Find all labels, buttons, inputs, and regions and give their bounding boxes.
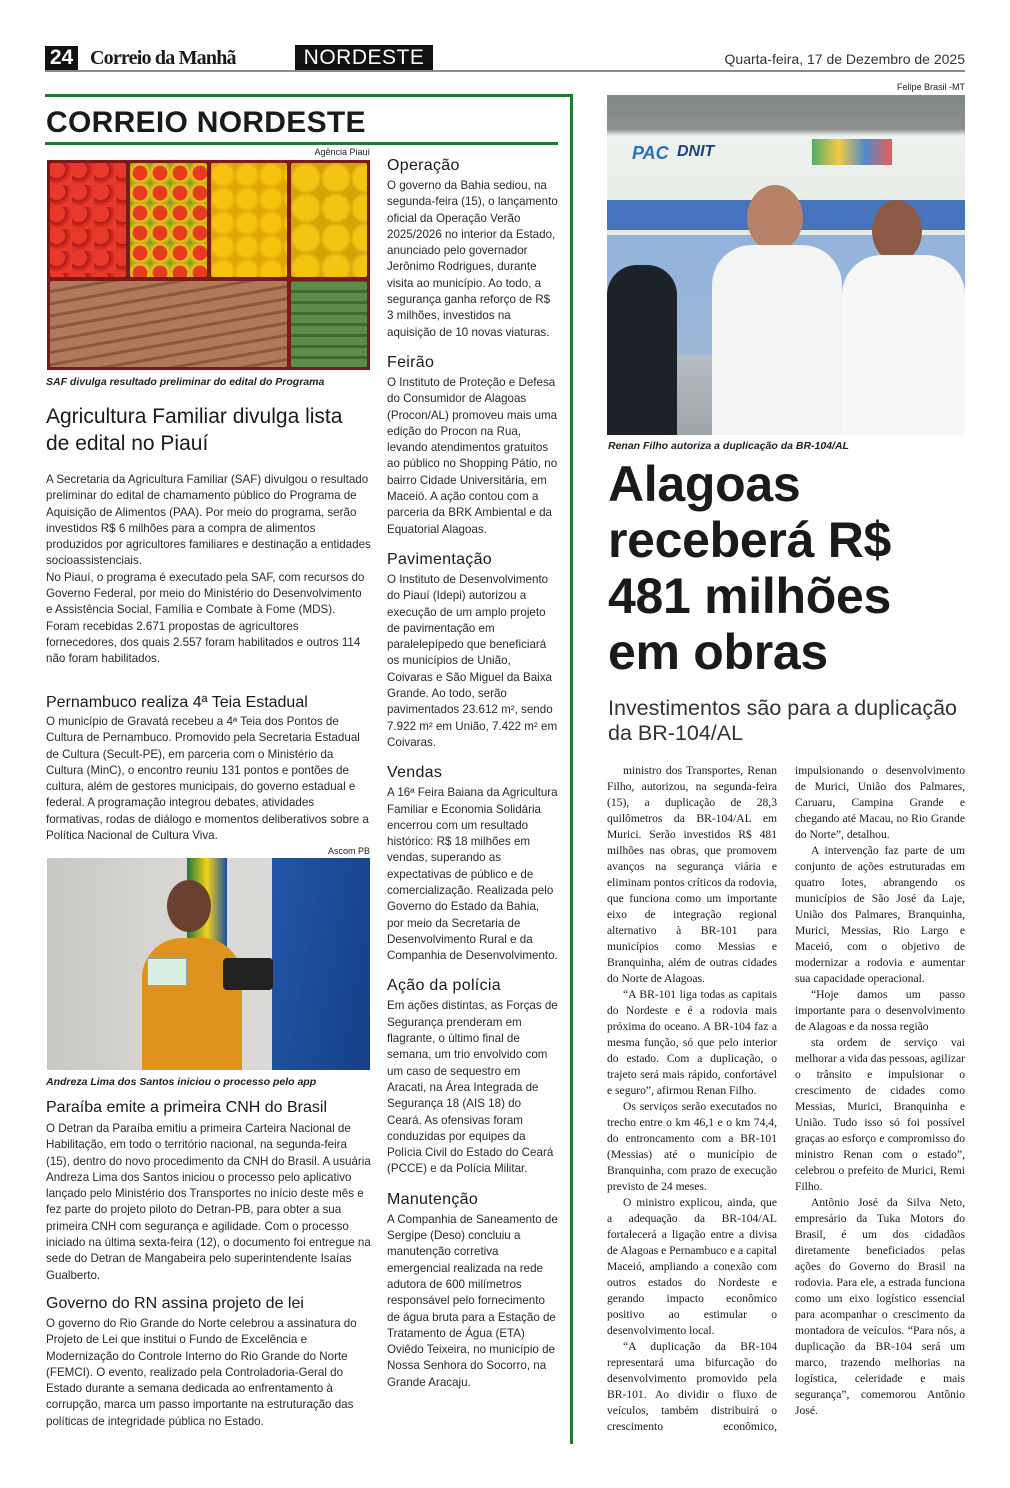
brief-column bbox=[387, 156, 559, 1403]
story-body bbox=[46, 472, 371, 668]
brief-pavimentacao bbox=[387, 550, 559, 751]
brief-body: A Companhia de Saneamento de Sergipe (Deso) concluiu a manutenção corretiva emergencial realizada na rede adutora de 600 milímetros responsável pelo fornecimento de água bruta para a Estação de Tratamento de Água (ETA) Oviêdo Teixeira, no município de Nossa Senhora do Socorro, na Grande Aracaju. bbox=[387, 1212, 558, 1389]
brief-vendas bbox=[387, 763, 559, 964]
person-right bbox=[842, 255, 965, 435]
paragraph: ministro dos Transportes, Renan Filho, autorizou, na segunda-feira (15), a duplicação de 28,3 quilômetros da BR-104/AL em Murici. Serão investidos R$ 481 milhões nas obras, que promovem avanços na segurança viária e eliminam pontos críticos da rodovia, que funciona como um importante eixo de integração regional alternativo à BR-101 para municípios como Messias e Branquinha, além de outras cidades do Norte de Alagoas. bbox=[607, 764, 777, 985]
headline-deck: Investimentos são para a duplicação da BR-104/AL bbox=[608, 696, 957, 745]
yams-crate bbox=[50, 281, 287, 367]
paragraph: Os serviços serão executados no trecho entre o km 46,1 e o km 74,4, do entroncamento com a BR-101 (Messias) até o município de Branquinha, com prazo de execução previsto de 24 meses. bbox=[607, 1100, 777, 1193]
story-body: O governo do Rio Grande do Norte celebrou a assinatura do Projeto de Lei que institui o Fundo de Excelência e Modernização do Controle Interno do Rio Grande do Norte (FEMCI). O evento, realizado pela Controladoria-Geral do Estado durante a semana dedicada ao enfrentamento à corrupção, marca um passo importante na estruturação das políticas de integridade pública no Estado. bbox=[46, 1317, 357, 1428]
person-center bbox=[712, 245, 842, 435]
brief-body: O Instituto de Desenvolvimento do Piauí (Idepi) autorizou a execução de um amplo projeto de pavimentação em paralelepípedo que beneficiará os municípios de União, Coivaras e São Miguel da Baixa Grande. Ao todo, serão pavimentados 23.612 m², sendo 7.922 m² em União, 7.422 m² em Coivaras. bbox=[387, 572, 558, 749]
box-right-border bbox=[570, 94, 573, 1444]
photo-caption: SAF divulga resultado preliminar do edital do Programa bbox=[46, 376, 325, 388]
paragraph: No Piauí, o programa é executado pela SAF, com recursos do Governo Federal, por meio do Ministério do Desenvolvimento e Assistência Social, Família e Combate à Fome (MDS). bbox=[46, 570, 365, 617]
brief-title: Manutenção bbox=[387, 1190, 479, 1208]
brief-title: Ação da polícia bbox=[387, 977, 501, 995]
license-card bbox=[147, 958, 187, 986]
box-title: CORREIO NORDESTE bbox=[46, 106, 366, 139]
story-headline: Pernambuco realiza 4ª Teia Estadual bbox=[46, 694, 308, 711]
box-title-divider bbox=[45, 142, 558, 145]
photo-credit: Agência Piauí bbox=[314, 147, 370, 157]
brief-title: Pavimentação bbox=[387, 550, 492, 568]
story-headline: Paraíba emite a primeira CNH do Brasil bbox=[46, 1099, 327, 1116]
masthead-logo: Correio da Manhã bbox=[90, 47, 236, 69]
page-number: 24 bbox=[45, 46, 78, 70]
photo-credit: Felipe Brasil -MT bbox=[896, 82, 965, 92]
story-body: O município de Gravatá recebeu a 4ª Teia dos Pontos de Cultura de Pernambuco. Promovido pela Secretaria Estadual de Cultura (Secult-PE), em parceria com o Ministério da Cultura (MinC), o encontro reuniu 131 pontos e pontões de cultura, além de gestores municipais, do governo estadual e federal. A programação integrou debates, atividades formativas, rodas de diálogo e momentos deliberativos sobre a Política Nacional de Cultura Viva. bbox=[46, 715, 369, 843]
paragraph: “A duplicação da BR-104 representará uma bifurcação do desenvolvimento promovido pela BR-101. Ao dividir o fluxo de veículos, também distribuirá o crescimento econômico, impulsionando o desenvolvimento de Murici, União dos Palmares, Caruaru, Campina Grande e chegando até Macau, no Rio Grande do Norte”, detalhou. bbox=[607, 764, 965, 1433]
article-body bbox=[607, 763, 965, 1435]
brief-feirao bbox=[387, 353, 559, 538]
brief-body: A 16ª Feira Baiana da Agricultura Familiar e Economia Solidária encerrou com um resultado histórico: R$ 18 milhões em vendas, superando as expectativas de público e de comercialização. Realizada pelo Governo do Estado da Bahia, por meio da Secretaria de Desenvolvimento Rural e da Companhia de Desenvolvimento. bbox=[387, 786, 558, 963]
produce-crates-photo bbox=[47, 160, 370, 370]
pac-logo: PAC bbox=[632, 143, 669, 163]
paragraph: A intervenção faz parte de um conjunto de ações estruturadas em quatro lotes, abrangendo os municípios de São José da Laje, União dos Palmares, Branquinha, Murici, Messias, Rio Largo e Maceió, com o objetivo de modernizar a rodovia e aumentar sua capacidade operacional. bbox=[795, 844, 965, 985]
paragraph: “A BR-101 liga todas as capitais do Nordeste e é a rodovia mais próxima do oceano. A BR-104 faz a mesma função, só que pelo interior do estado. Com a duplicação, o trajeto será mais rápido, confortável e seguro”, afirmou Renan Filho. bbox=[607, 988, 777, 1097]
sponsor-logos bbox=[607, 135, 965, 175]
government-logo bbox=[812, 139, 892, 165]
brief-body: O governo da Bahia sediou, na segunda-feira (15), o lançamento oficial da Operação Verão 2025/2026 no interior da Estado, anunciado pelo governador Jerônimo Rodrigues, durante visita ao município. Ao todo, a segurança ganha reforço de R$ 3 milhões, investidos na aquisição de 10 novas viaturas. bbox=[387, 179, 558, 339]
brief-manutencao bbox=[387, 1190, 559, 1391]
section-label: NORDESTE bbox=[295, 45, 433, 70]
flag bbox=[272, 858, 370, 1070]
brief-body: Em ações distintas, as Forças de Segurança prenderam em flagrante, o último final de semana, um trio envolvido com um caso de sequestro em Aracati, na Área Integrada de Segurança 18 (AIS 18) do Ceará. As ofensivas foram conduzidas por equipes da Polícia Civil do Estado do Ceará (PCCE) e da Polícia Militar. bbox=[387, 999, 558, 1176]
phone bbox=[223, 958, 273, 990]
brief-title: Operação bbox=[387, 157, 460, 174]
photo-caption: Renan Filho autoriza a duplicação da BR-104/AL bbox=[608, 440, 849, 452]
person-head bbox=[167, 880, 211, 932]
oranges-crate bbox=[291, 163, 367, 277]
brief-title: Feirão bbox=[387, 353, 435, 371]
dnit-logo: DNIT bbox=[677, 143, 715, 160]
story-headline: Agricultura Familiar divulga lista de edital no Piauí bbox=[46, 405, 343, 455]
person-center-head bbox=[747, 185, 803, 251]
brief-operacao bbox=[387, 156, 559, 341]
story-body: O Detran da Paraíba emitiu a primeira Carteira Nacional de Habilitação, em todo o território nacional, na segunda-feira (15), dentro do novo procedimento da CNH do Brasil. A usuária Andreza Lima dos Santos iniciou o processo pelo aplicativo lançado pelo Ministério dos Transportes no início deste mês e fez parte do projeto piloto do Detran-PB, para obter a sua primeira CNH com segurança e agilidade. Com o processo iniciado na última sexta-feira (12), o documento foi entregue na sede do Detran de Mangabeira pelo superintendente Isaías Gualberto. bbox=[46, 1122, 371, 1282]
paragraph: A Secretaria da Agricultura Familiar (SAF) divulgou o resultado preliminar do edital de chamamento público do Programa de Aquisição de Alimentos (PAA). Por meio do programa, serão investidos R$ 6 milhões para a compra de alimentos produzidos por agricultores familiares e destinação a entidades socioassistenciais. bbox=[46, 473, 371, 568]
handshake-photo bbox=[607, 95, 965, 435]
main-headline: Alagoas receberá R$ 481 milhões em obras bbox=[608, 456, 892, 680]
paragraph: Antônio José da Silva Neto, empresário da Tuka Motors do Brasil, é um dos cidadãos diretamente beneficiados pelas ações do Governo do Brasil na rodovia. Para ele, a estrada funciona como um eixo logístico essencial para acompanhar o crescimento da montadora de veículos. “Para nós, a duplicação da BR-104 será um marco, trazendo melhorias na logística, celeridade e mais segurança”, comemorou Antônio José. bbox=[795, 1196, 965, 1417]
tomatoes-crate bbox=[50, 163, 126, 277]
brief-body: O Instituto de Proteção e Defesa do Consumidor de Alagoas (Procon/AL) promoveu mais uma edição do Procon na Rua, levando atendimentos gratuitos ao público no Shopping Pátio, no bairro Cidade Universitária, em Maceió. A ação contou com a parceria da BRK Ambiental e da Equatorial Alagoas. bbox=[387, 375, 558, 536]
issue-date: Quarta-feira, 17 de Dezembro de 2025 bbox=[724, 51, 965, 67]
story-headline: Governo do RN assina projeto de lei bbox=[46, 1295, 304, 1312]
lemons-crate bbox=[211, 163, 287, 277]
paragraph: “Hoje damos um passo importante para o desenvolvimento de Alagoas e da nossa região bbox=[795, 988, 965, 1033]
person-right-head bbox=[872, 200, 922, 262]
cnh-holder-photo bbox=[47, 858, 370, 1070]
brief-title: Vendas bbox=[387, 764, 443, 782]
photo-credit: Ascom PB bbox=[327, 846, 370, 856]
person-left bbox=[607, 265, 677, 435]
paragraph: O ministro explicou, ainda, que a adequação da BR-104/AL fortalecerá a ligação entre a divisa de Alagoas e Pernambuco e a capital Maceió, ampliando a conexão com outros estados do Nordeste e gerando impacto econômico positivo ao estimular o desenvolvimento local. bbox=[607, 1196, 777, 1337]
brief-acao-policia bbox=[387, 976, 559, 1177]
photo-caption: Andreza Lima dos Santos iniciou o processo pelo app bbox=[46, 1076, 317, 1088]
box-top-border bbox=[45, 94, 573, 97]
peppers-crate bbox=[130, 163, 206, 277]
cucumbers-crate bbox=[291, 281, 367, 367]
paragraph: sta ordem de serviço vai melhorar a vida das pessoas, agilizar o trânsito e impulsionar o crescimento de cidades como Messias, Murici, Branquinha e União. Tudo isso só foi possível graças ao esforço e compromisso do ministro Renan com o estado”, celebrou o prefeito de Murici, Remi Filho. bbox=[795, 1036, 965, 1193]
paragraph: Foram recebidas 2.671 propostas de agricultores fornecedores, dos quais 2.557 foram habilitados e outros 114 não foram habilitados. bbox=[46, 619, 361, 666]
header-divider bbox=[45, 70, 965, 72]
